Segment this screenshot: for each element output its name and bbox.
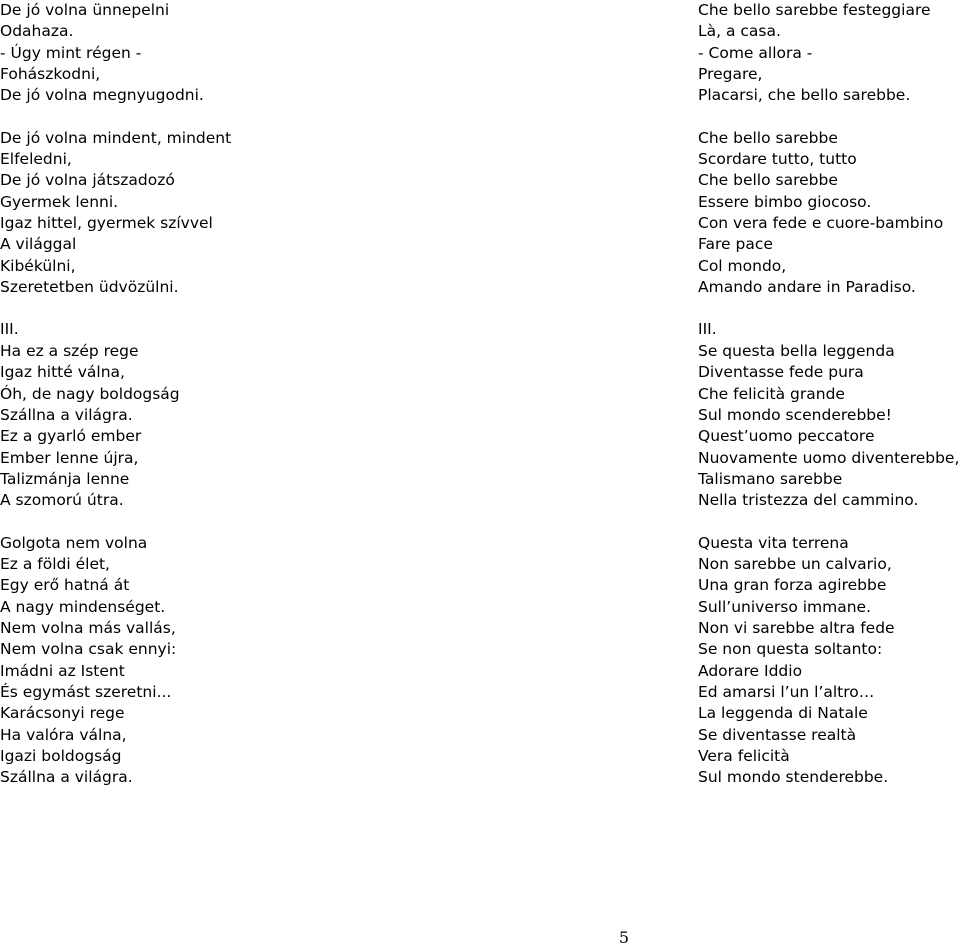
verse-line: Ha ez a szép rege <box>0 341 139 360</box>
verse-line: A világgal <box>0 235 77 254</box>
verse-line: Sul mondo stenderebbe. <box>698 768 889 787</box>
verse-line: Non vi sarebbe altra fede <box>698 618 895 637</box>
verse-line: Ed amarsi l’un l’altro… <box>698 682 875 701</box>
verse-line: Talismano sarebbe <box>698 469 843 488</box>
verse-line: És egymást szeretni... <box>0 682 172 701</box>
verse-line: Che felicità grande <box>698 384 845 403</box>
verse-line: Diventasse fede pura <box>698 363 864 382</box>
verse-line: Kibékülni, <box>0 256 76 275</box>
verse-line: La leggenda di Natale <box>698 704 868 723</box>
hungarian-column <box>0 0 440 810</box>
verse-line: Sull’universo immane. <box>698 597 872 616</box>
verse-line: - Come allora - <box>698 43 813 62</box>
verse-line: Non sarebbe un calvario, <box>698 554 892 573</box>
verse-line: Odahaza. <box>0 22 74 41</box>
verse-line: Egy erő hatná át <box>0 576 130 595</box>
verse-line: Quest’uomo peccatore <box>698 427 875 446</box>
verse-line: Ember lenne újra, <box>0 448 139 467</box>
verse-line: Che bello sarebbe festeggiare <box>698 1 931 19</box>
verse-line: De jó volna játszadozó <box>0 171 175 190</box>
verse-line: Ez a földi élet, <box>0 554 110 573</box>
verse-line: - Úgy mint régen - <box>0 43 142 62</box>
page-number: 5 <box>618 928 630 947</box>
verse-line: Karácsonyi rege <box>0 704 125 723</box>
verse-line: Se non questa soltanto: <box>698 640 883 659</box>
stanza <box>0 533 440 789</box>
verse-line: Igazi boldogság <box>0 747 122 765</box>
verse-line: Nuovamente uomo diventerebbe, <box>698 448 960 467</box>
verse-line: Sul mondo scenderebbe! <box>698 405 892 424</box>
verse-line: Elfeledni, <box>0 150 72 169</box>
verse-line: Fare pace <box>698 235 773 254</box>
verse-line: De jó volna mindent, mindent <box>0 128 232 147</box>
verse-line: Nella tristezza del cammino. <box>698 491 919 510</box>
verse-line: Con vera fede e cuore-bambino <box>698 214 944 233</box>
verse-line: Gyermek lenni. <box>0 192 119 211</box>
verse-line: Pregare, <box>698 65 763 84</box>
stanza <box>0 319 440 511</box>
stanza <box>698 533 960 789</box>
verse-line: Nem volna más vallás, <box>0 618 176 637</box>
verse-line: Igaz hitté válna, <box>0 363 125 382</box>
verse-line: Imádni az Istent <box>0 661 125 680</box>
stanza <box>0 128 440 299</box>
verse-line: Amando andare in Paradiso. <box>698 278 916 297</box>
verse-line: Óh, de nagy boldogság <box>0 384 180 403</box>
verse-line: Che bello sarebbe <box>698 128 838 147</box>
verse-line: Adorare Iddio <box>698 661 803 680</box>
verse-line: Golgota nem volna <box>0 533 148 552</box>
stanza <box>0 0 440 107</box>
verse-line: Vera felicità <box>698 747 790 765</box>
verse-line: Szállna a világra. <box>0 768 133 787</box>
section-heading: III. <box>698 320 717 339</box>
verse-line: Igaz hittel, gyermek szívvel <box>0 214 213 233</box>
verse-line: Placarsi, che bello sarebbe. <box>698 86 911 105</box>
verse-line: Nem volna csak ennyi: <box>0 640 177 659</box>
verse-line: Essere bimbo giocoso. <box>698 192 872 211</box>
verse-line: Col mondo, <box>698 256 787 275</box>
section-heading: III. <box>0 320 19 339</box>
stanza <box>698 319 960 511</box>
italian-column <box>698 0 960 810</box>
verse-line: Scordare tutto, tutto <box>698 150 857 169</box>
verse-line: Una gran forza agirebbe <box>698 576 887 595</box>
verse-line: Szállna a világra. <box>0 405 133 424</box>
stanza <box>698 128 960 299</box>
verse-line: Szeretetben üdvözülni. <box>0 278 179 297</box>
verse-line: Ez a gyarló ember <box>0 427 142 446</box>
verse-line: Talizmánja lenne <box>0 469 130 488</box>
verse-line: A szomorú útra. <box>0 491 124 510</box>
verse-line: A nagy mindenséget. <box>0 597 166 616</box>
verse-line: Ha valóra válna, <box>0 725 127 744</box>
verse-line: Se diventasse realtà <box>698 725 857 744</box>
stanza <box>698 0 960 107</box>
verse-line: Là, a casa. <box>698 22 781 41</box>
verse-line: Fohászkodni, <box>0 65 101 84</box>
verse-line: Questa vita terrena <box>698 533 849 552</box>
verse-line: Che bello sarebbe <box>698 171 838 190</box>
verse-line: De jó volna megnyugodni. <box>0 86 204 105</box>
verse-line: Se questa bella leggenda <box>698 341 895 360</box>
verse-line: De jó volna ünnepelni <box>0 1 170 19</box>
